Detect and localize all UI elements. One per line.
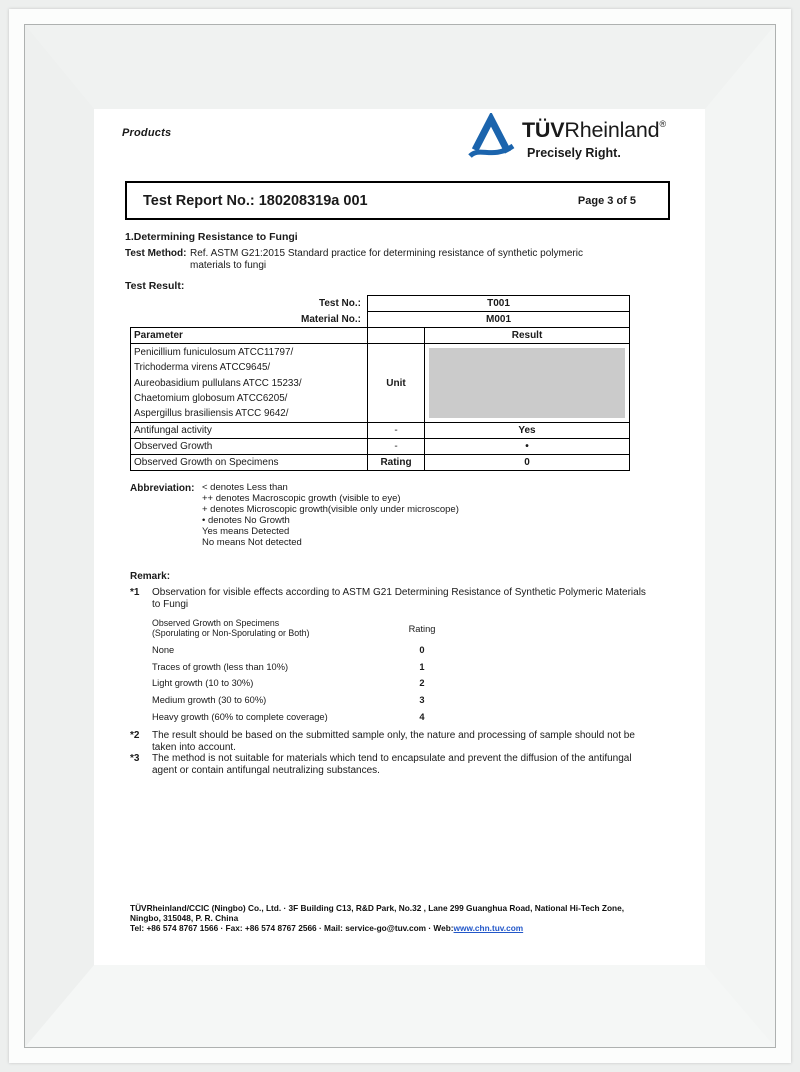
rating-row — [152, 695, 462, 705]
parameter-header: Parameter — [131, 328, 368, 344]
test-report-page — [94, 109, 705, 965]
footer-line1: TÜVRheinland/CCIC (Ningbo) Co., Ltd. · 3F Building C13, R&D Park, No.32 , Lane 299 Guanghua Road, National Hi-Tech Zone, — [130, 903, 625, 913]
rating-header-line1: Observed Growth on Specimens — [152, 618, 280, 628]
table-row — [131, 455, 630, 471]
organism-line: Aureobasidium pullulans ATCC 15233/ — [134, 377, 302, 389]
organism-line: Aspergillus brasiliensis ATCC 9642/ — [134, 408, 289, 420]
row-parameter: Observed Growth on Specimens — [131, 455, 368, 471]
abbreviation-line: Yes means Detected — [202, 525, 290, 537]
test-method-label: Test Method: — [125, 248, 187, 259]
test-result-label: Test Result: — [125, 280, 185, 292]
page-indicator: Page 3 of 5 — [577, 194, 636, 207]
abbreviation-line: < denotes Less than — [202, 482, 288, 493]
rating-row-label: Medium growth (30 to 60%) — [152, 694, 267, 705]
abbreviation-label: Abbreviation: — [130, 483, 195, 494]
rating-scale-header-left — [152, 619, 387, 639]
footer-contact-text: Tel: +86 574 8767 1566 · Fax: +86 574 8767 2566 · Mail: service-go@tuv.com · Web: — [130, 923, 454, 933]
logo-tuv-text: TÜV — [522, 118, 565, 142]
rating-column-label: Rating — [408, 623, 436, 634]
unit-label: Unit — [368, 344, 425, 423]
rating-row — [152, 712, 462, 722]
rating-row-value: 0 — [419, 645, 425, 656]
remark-text: The result should be based on the submitted sample only, the nature and processing of sample should not be taken into account. — [152, 730, 635, 753]
abbreviation-line: ++ denotes Macroscopic growth (visible to eye) — [202, 492, 401, 504]
row-unit: - — [368, 423, 425, 439]
table-row — [131, 296, 630, 312]
material-no-label: Material No.: — [300, 313, 361, 325]
products-label: Products — [122, 127, 172, 139]
row-unit: - — [368, 439, 425, 455]
registered-mark: ® — [659, 119, 666, 129]
rating-row-label: Heavy growth (60% to complete coverage) — [152, 711, 328, 722]
logo-rheinland-text: Rheinland — [564, 118, 660, 142]
remark-text: The method is not suitable for materials which tend to encapsulate and prevent the diffusion of the antifungal agent or contain antifungal neutralizing substances. — [152, 753, 632, 776]
rating-row — [152, 678, 462, 688]
empty-header-cell — [368, 328, 425, 344]
result-header: Result — [425, 328, 630, 344]
row-result: Yes — [425, 423, 630, 439]
row-result: 0 — [425, 455, 630, 471]
rating-row-value: 4 — [419, 711, 425, 722]
rating-row-value: 3 — [419, 694, 425, 705]
footer-line3 — [130, 923, 670, 933]
redacted-result-cell — [425, 344, 630, 423]
table-row — [131, 344, 630, 423]
remark-marker: *1 — [130, 587, 140, 598]
rating-row-label: Light growth (10 to 30%) — [152, 678, 254, 689]
report-number: Test Report No.: 180208319a 001 — [143, 192, 368, 209]
rating-row-label: Traces of growth (less than 10%) — [152, 661, 289, 672]
table-row — [131, 328, 630, 344]
rating-row — [152, 662, 462, 672]
tuv-triangle-icon — [466, 113, 516, 163]
logo-tagline: Precisely Right. — [527, 146, 621, 160]
footer-web-link[interactable]: www.chn.tuv.com — [453, 923, 524, 933]
footer-line2: Ningbo, 315048, P. R. China — [130, 913, 239, 923]
picture-frame — [9, 9, 791, 1063]
rating-row-value: 1 — [419, 661, 425, 672]
tuv-rheinland-logotype — [522, 118, 666, 143]
rating-scale-table — [152, 619, 462, 722]
rating-row — [152, 645, 462, 655]
material-no-value: M001 — [368, 312, 630, 328]
abbreviation-line: No means Not detected — [202, 536, 302, 548]
result-table — [130, 295, 630, 471]
remark-text: Observation for visible effects according to ASTM G21 Determining Resistance of Synthetic Polymeric Materials to Fungi — [152, 587, 646, 610]
frame-inner-line — [24, 24, 776, 1048]
rating-row-value: 2 — [419, 678, 425, 689]
rating-row-label: None — [152, 645, 175, 656]
redacted-result-box — [429, 348, 625, 418]
organism-line: Trichoderma virens ATCC9645/ — [134, 362, 271, 374]
remark-marker: *2 — [130, 730, 140, 741]
table-row — [131, 439, 630, 455]
row-parameter: Observed Growth — [131, 439, 368, 455]
section-heading: 1.Determining Resistance to Fungi — [125, 231, 298, 243]
organism-line: Chaetomium globosum ATCC6205/ — [134, 392, 288, 404]
row-unit: Rating — [368, 455, 425, 471]
report-number-box — [125, 181, 670, 220]
rating-header-line2: (Sporulating or Non-Sporulating or Both) — [152, 627, 310, 638]
remark-marker: *3 — [130, 753, 140, 764]
abbreviation-line: + denotes Microscopic growth(visible only under microscope) — [202, 503, 459, 515]
organism-line: Penicillium funiculosum ATCC11797/ — [134, 347, 294, 358]
row-result: • — [425, 439, 630, 455]
abbreviation-line: • denotes No Growth — [202, 514, 290, 526]
frame-bevel — [25, 25, 775, 1047]
table-row — [131, 423, 630, 439]
remark-label: Remark: — [130, 571, 171, 582]
footer-address-block — [130, 903, 670, 933]
table-row — [131, 312, 630, 328]
test-method-text: Ref. ASTM G21:2015 Standard practice for determining resistance of synthetic polymeric materials to fungi — [190, 248, 583, 271]
abbreviation-list — [202, 483, 459, 548]
rating-scale-header — [152, 619, 462, 639]
test-no-value: T001 — [368, 296, 630, 312]
test-no-label: Test No.: — [318, 298, 361, 309]
row-parameter: Antifungal activity — [131, 423, 368, 439]
organism-list — [131, 344, 368, 423]
